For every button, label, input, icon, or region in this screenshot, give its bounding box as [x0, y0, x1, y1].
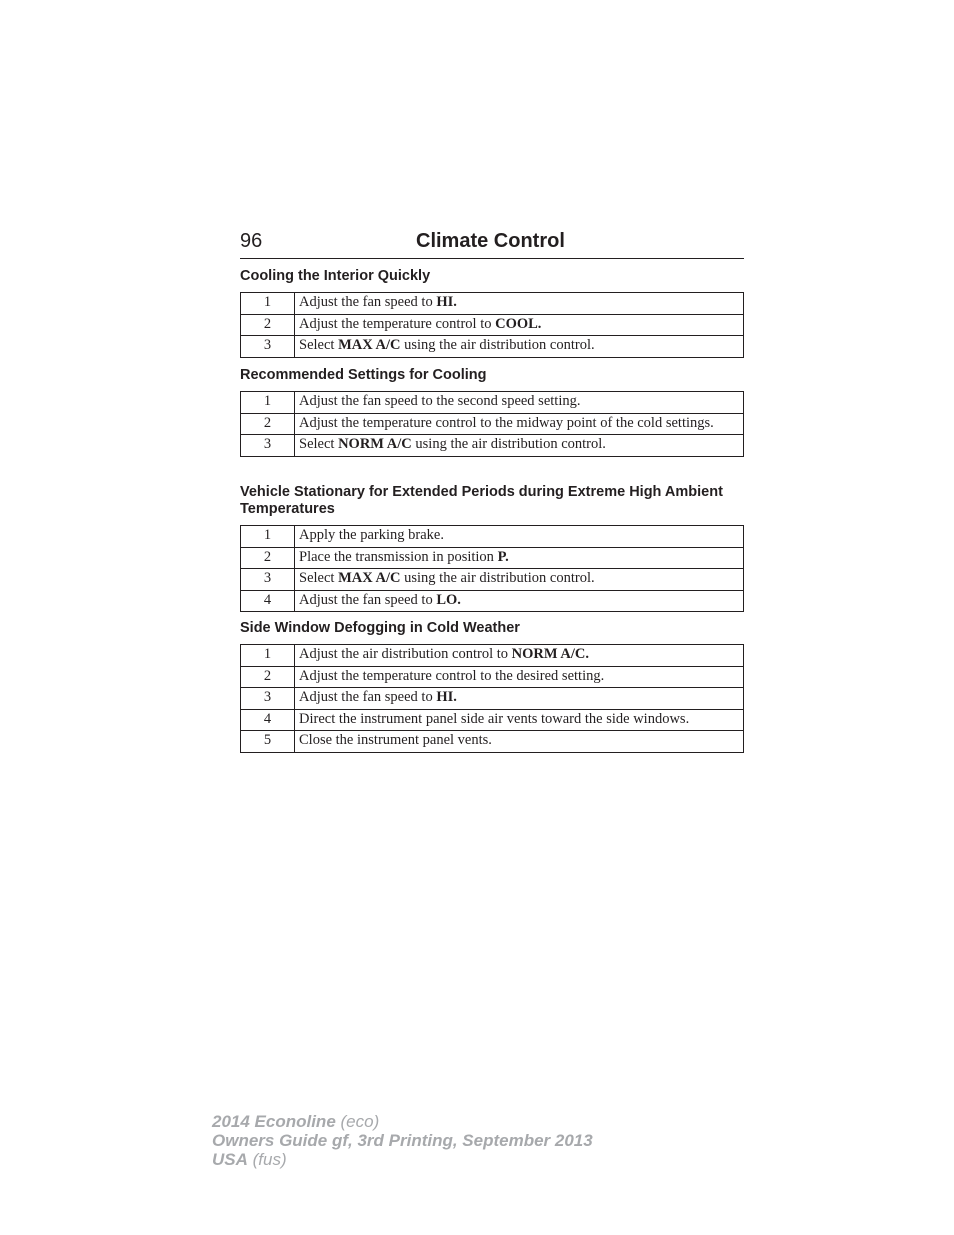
step-text: Select MAX A/C using the air distribution control. [295, 569, 744, 591]
table-row [241, 590, 744, 612]
footer-line-printing: Owners Guide gf, 3rd Printing, September 2013 [212, 1131, 593, 1150]
step-number: 3 [241, 688, 295, 710]
table-row [241, 293, 744, 315]
step-number: 1 [241, 293, 295, 315]
table-row [241, 666, 744, 688]
table-row [241, 688, 744, 710]
section-title-side-window-defogging: Side Window Defogging in Cold Weather [240, 620, 520, 636]
page-header [240, 229, 744, 259]
steps-table-recommended-cooling [240, 391, 744, 457]
table-row [241, 435, 744, 457]
table-row [241, 314, 744, 336]
step-text: Adjust the temperature control to the midway point of the cold settings. [295, 413, 744, 435]
table-row [241, 569, 744, 591]
page-number: 96 [240, 230, 263, 252]
step-number: 4 [241, 709, 295, 731]
step-number: 2 [241, 547, 295, 569]
step-text: Adjust the temperature control to COOL. [295, 314, 744, 336]
step-text: Place the transmission in position P. [295, 547, 744, 569]
step-text: Apply the parking brake. [295, 526, 744, 548]
step-text: Select MAX A/C using the air distribution control. [295, 336, 744, 358]
step-number: 3 [241, 569, 295, 591]
page-footer [212, 1112, 593, 1169]
section-title-vehicle-stationary: Vehicle Stationary for Extended Periods during Extreme High Ambient Temperatures [240, 484, 723, 517]
footer-line-market: USA (fus) [212, 1150, 287, 1169]
table-row [241, 645, 744, 667]
page-title: Climate Control [416, 230, 565, 252]
footer-line-model: 2014 Econoline (eco) [212, 1112, 380, 1131]
table-row [241, 709, 744, 731]
step-number: 1 [241, 645, 295, 667]
step-text: Adjust the air distribution control to NORM A/C. [295, 645, 744, 667]
step-number: 3 [241, 435, 295, 457]
section-title-cooling-quickly: Cooling the Interior Quickly [240, 268, 431, 284]
step-text: Adjust the fan speed to the second speed setting. [295, 392, 744, 414]
steps-table-cooling-quickly [240, 292, 744, 358]
step-text: Adjust the temperature control to the desired setting. [295, 666, 744, 688]
table-row [241, 392, 744, 414]
step-number: 2 [241, 666, 295, 688]
step-number: 4 [241, 590, 295, 612]
table-row [241, 526, 744, 548]
steps-table-side-window-defogging [240, 644, 744, 753]
step-number: 2 [241, 314, 295, 336]
section-title-recommended-cooling: Recommended Settings for Cooling [240, 367, 487, 383]
table-row [241, 547, 744, 569]
table-row [241, 413, 744, 435]
step-number: 1 [241, 392, 295, 414]
step-text: Adjust the fan speed to HI. [295, 688, 744, 710]
step-text: Close the instrument panel vents. [295, 731, 744, 753]
step-text: Direct the instrument panel side air vents toward the side windows. [295, 709, 744, 731]
step-text: Adjust the fan speed to LO. [295, 590, 744, 612]
step-text: Select NORM A/C using the air distribution control. [295, 435, 744, 457]
step-text: Adjust the fan speed to HI. [295, 293, 744, 315]
steps-table-vehicle-stationary [240, 525, 744, 612]
step-number: 1 [241, 526, 295, 548]
step-number: 2 [241, 413, 295, 435]
step-number: 5 [241, 731, 295, 753]
table-row [241, 336, 744, 358]
step-number: 3 [241, 336, 295, 358]
table-row [241, 731, 744, 753]
